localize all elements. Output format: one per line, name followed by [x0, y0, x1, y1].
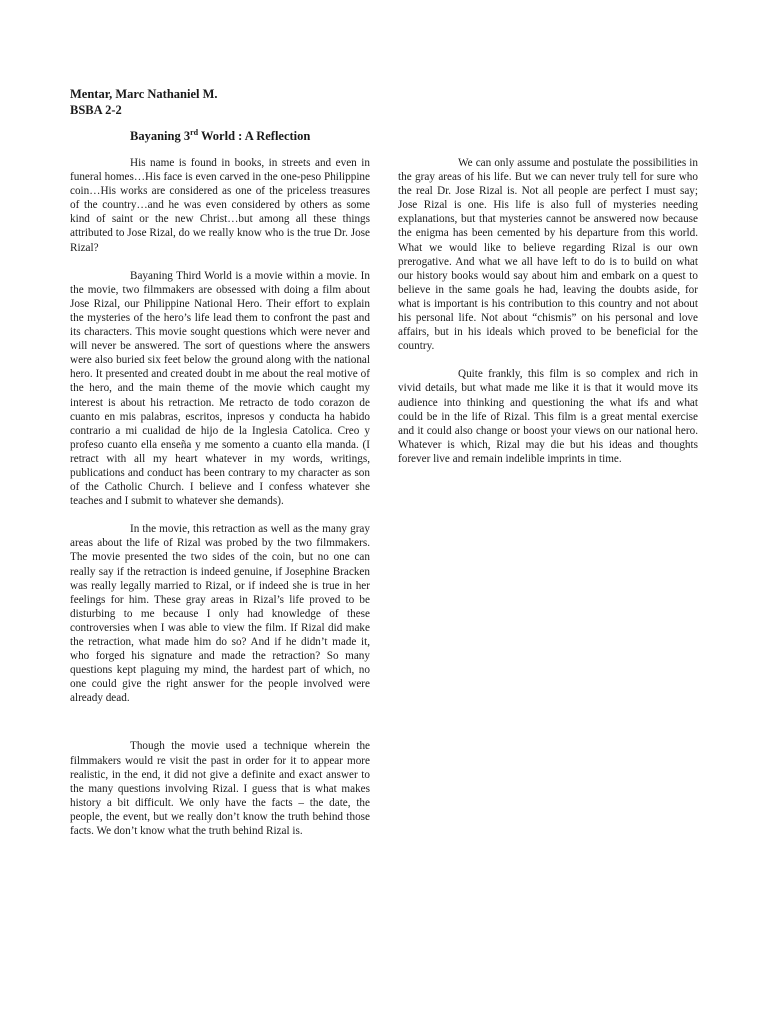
title-text-end: World : A Reflection — [198, 129, 311, 143]
paragraph: In the movie, this retraction as well as the many gray areas about the life of Rizal was probed by the two filmmakers. The movie presented the two sides of the coin, but no one can really say if the retraction is indeed genuine, if Josephine Bracken was really legally married to Rizal, or if indeed she is true in her feelings for him. These gray areas in Rizal’s life proved to be disturbing to me because I only had knowledge of these controversies when I was able to view the film. If Rizal did make the retraction, what made him do so? And if he didn’t made it, who forged his signature and made the retraction? So many questions kept plaguing my mind, the hardest part of which, no one could give the right answer for the people involved were already dead. — [70, 523, 370, 705]
document-header — [70, 86, 218, 118]
paragraph: Quite frankly, this film is so complex and rich in vivid details, but what made me like it is that it would move its audience into thinking and questioning the what ifs and what could be in the life of Rizal. This film is a great mental exercise and it could also change or boost your views on our national hero. Whatever is which, Rizal may die but his ideas and thoughts forever live and remain indelible imprints in time. — [398, 368, 698, 465]
document-title — [130, 128, 310, 144]
title-superscript: rd — [190, 127, 199, 137]
paragraph: Though the movie used a technique wherein the filmmakers would re visit the past in order for it to appear more realistic, in the end, it did not give a definite and exact answer to the many questions involving Rizal. I guess that is what makes history a bit difficult. We only have the facts – the date, the people, the event, but we really don’t know the truth behind those facts. We don’t know what the truth behind Rizal is. — [70, 740, 370, 838]
right-column — [398, 156, 698, 466]
title-text-start: Bayaning 3 — [130, 129, 191, 143]
class-section: BSBA 2-2 — [70, 103, 122, 117]
paragraph: Bayaning Third World is a movie within a movie. In the movie, two filmmakers are obsessed with doing a film about Jose Rizal, our Philippine National Hero. Their effort to explain the mysteries of the hero’s life lead them to confront the past and its characters. This movie sought questions which were never and will never be answered. The sort of questions where the answers were also buried six feet below the ground along with the national hero. It presented and created doubt in me about the real motive of the hero, and the main theme of the movie which caught my interest is about his retraction. Me retracto de todo corazon de cuanto en mis palabras, escritos, inpresos y conducta ha habido contrario a mi cualidad de hijo de la Inglesia Catolica. Creo y profeso cuanto ella enseña y me somento a cuanto ella manda. (I retract with all my heart whatever in my words, writings, publications and conduct has been contrary to my character as son of the Catholic Church. I believe and I confess whatever she teaches and I submit to whatever she demands). — [70, 269, 370, 508]
left-column — [70, 156, 370, 838]
paragraph: His name is found in books, in streets and even in funeral homes…His face is even carved in the one-peso Philippine coin…His works are considered as one of the priceless treasures of the country…and he was even considered by others as some kind of saint or the new Christ…but among all these things attributed to Jose Rizal, do we really know who is the true Dr. Jose Rizal? — [70, 157, 370, 254]
paragraph: We can only assume and postulate the possibilities in the gray areas of his life. But we can never truly tell for sure who the real Dr. Jose Rizal is. Not all people are perfect I must say; Jose Rizal is one. His life is also full of mysteries needing explanations, but that mysteries cannot be answered now because the enigma has been cemented by his departure from this world. What we would like to believe regarding Rizal is our own prerogative. And what we all have left to do is to build on what our history books would say about him and embark on a quest to believe in the same goals he had, leaving the doubts aside, for what is important is his contribution to this country and not about his personal life. Not about “chismis” on his personal and love affairs, but in his ideals which proved to be beneficial for the country. — [398, 157, 698, 353]
author-name: Mentar, Marc Nathaniel M. — [70, 87, 218, 101]
